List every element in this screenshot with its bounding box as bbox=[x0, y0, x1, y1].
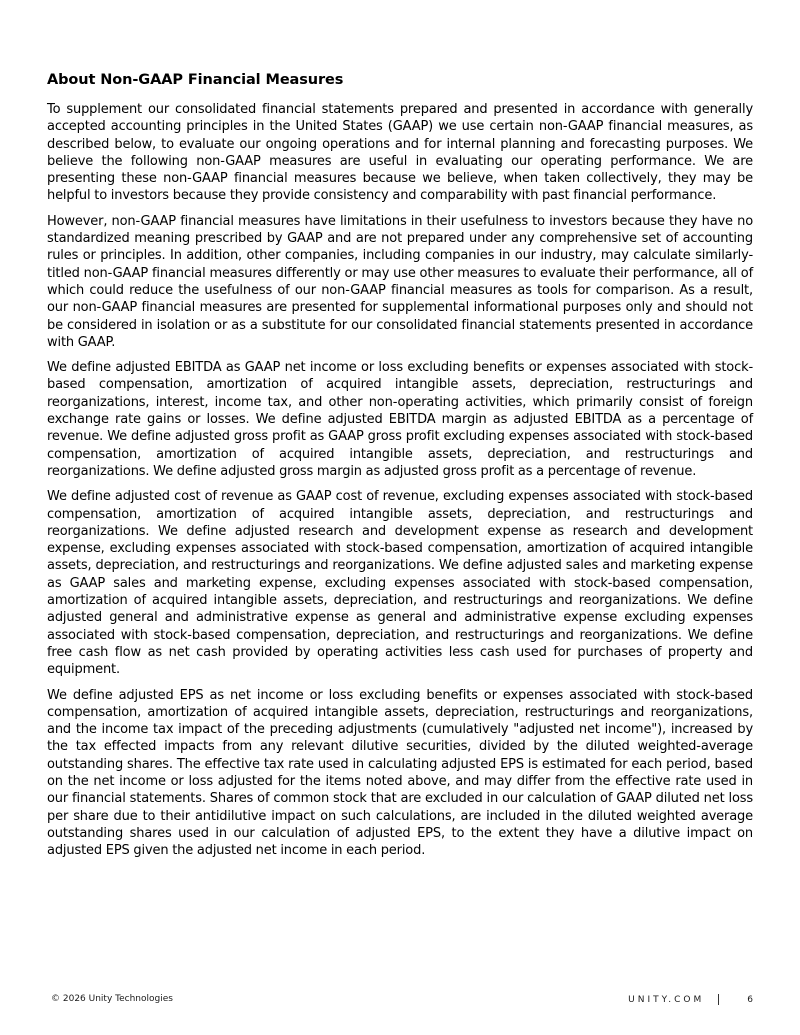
main-content bbox=[47, 70, 753, 867]
footer-divider bbox=[718, 994, 719, 1005]
section-title: About Non-GAAP Financial Measures bbox=[47, 72, 344, 88]
paragraph-intro: To supplement our consolidated financial statements prepared and presented in accordance with generally accepted accounting principles in the United States (GAAP) we use certain non-GAAP financial measures, as described below, to evaluate our ongoing operations and for internal planning and forecasting purposes. We believe the following non-GAAP measures are useful in evaluating our operating performance. We are presenting these non-GAAP financial measures because we believe, when taken collectively, they may be helpful to investors because they provide consistency and comparability with past financial performance. bbox=[47, 102, 753, 204]
page-number: 6 bbox=[747, 994, 753, 1005]
paragraph-adjusted-eps: We define adjusted EPS as net income or loss excluding benefits or expenses associated with stock-based compensation, amortization of acquired intangible assets, depreciation, restructurings and reorganizations, and the income tax impact of the preceding adjustments (cumulatively "adjusted net income"), increased by the tax effected impacts from any relevant dilutive securities, divided by the diluted weighted-average outstanding shares. The effective tax rate used in calculating adjusted EPS is estimated for each period, based on the net income or loss adjusted for the items noted above, and may differ from the effective rate used in our financial statements. Shares of common stock that are excluded in our calculation of GAAP diluted net loss per share due to their antidilutive impact on such calculations, are included in the diluted weighted average outstanding shares used in our calculation of adjusted EPS, to the extent they have a dilutive impact on adjusted EPS given the adjusted net income in each period. bbox=[47, 687, 753, 859]
page-footer bbox=[51, 992, 753, 1008]
footer-right bbox=[628, 994, 753, 1005]
website-link[interactable]: UNITY.COM bbox=[628, 994, 705, 1005]
paragraph-limitations: However, non-GAAP financial measures have limitations in their usefulness to investors because they have no standardized meaning prescribed by GAAP and are not prepared under any comprehensive set of accounting rules or principles. In addition, other companies, including companies in our industry, may calculate similarly-titled non-GAAP financial measures differently or may use other measures to evaluate their performance, all of which could reduce the usefulness of our non-GAAP financial measures as tools for comparison. As a result, our non-GAAP financial measures are presented for supplemental informational purposes only and should not be considered in isolation or as a substitute for our consolidated financial statements presented in accordance with GAAP. bbox=[47, 213, 753, 350]
paragraph-adjusted-ebitda: We define adjusted EBITDA as GAAP net income or loss excluding benefits or expenses associated with stock-based compensation, amortization of acquired intangible assets, depreciation, restructurings and reorganizations, interest, income tax, and other non-operating activities, which primarily consist of foreign exchange rate gains or losses. We define adjusted EBITDA margin as adjusted EBITDA as a percentage of revenue. We define adjusted gross profit as GAAP gross profit excluding expenses associated with stock-based compensation, amortization of acquired intangible assets, depreciation, and restructurings and reorganizations. We define adjusted gross margin as adjusted gross profit as a percentage of revenue. bbox=[47, 360, 753, 479]
copyright-text: © 2026 Unity Technologies bbox=[51, 994, 173, 1004]
paragraph-adjusted-expenses: We define adjusted cost of revenue as GAAP cost of revenue, excluding expenses associated with stock-based compensation, amortization of acquired intangible assets, depreciation, and restructurings and reorganizations. We define adjusted research and development expense as research and development expense, excluding expenses associated with stock-based compensation, amortization of acquired intangible assets, depreciation, and restructurings and reorganizations. We define adjusted sales and marketing expense as GAAP sales and marketing expense, excluding expenses associated with stock-based compensation, amortization of acquired intangible assets, depreciation, and restructurings and reorganizations. We define adjusted general and administrative expense as general and administrative expense excluding expenses associated with stock-based compensation, depreciation, and restructurings and reorganizations. We define free cash flow as net cash provided by operating activities less cash used for purchases of property and equipment. bbox=[47, 489, 753, 678]
